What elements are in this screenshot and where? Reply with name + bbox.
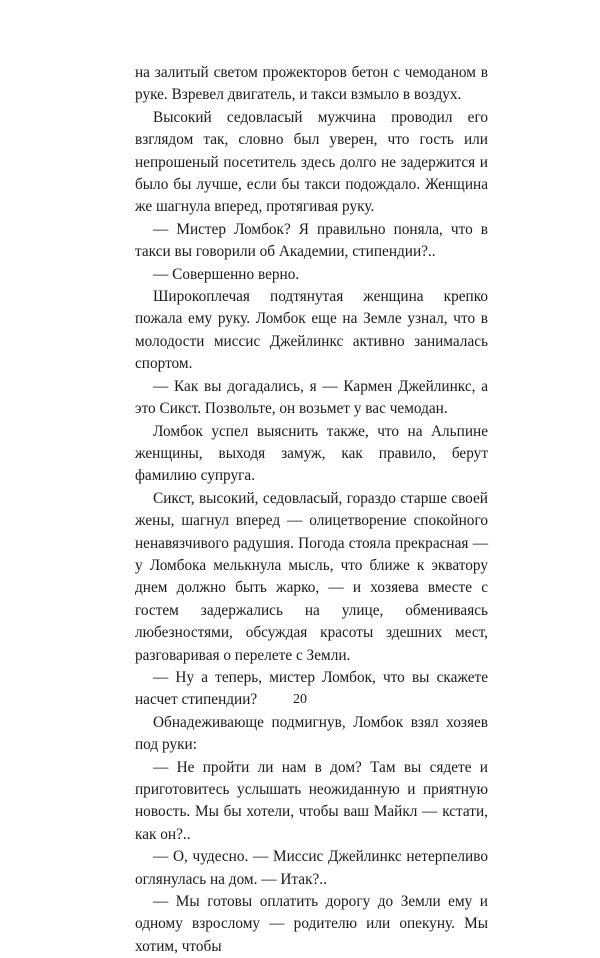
paragraph: Сикст, высокий, седовласый, гораздо старше своей жены, шагнул вперед — олицетворение спокойного ненавязчивого радушия. Погода стояла прекрасная — у Ломбока мелькнула мысль, что ближе к экватору днем должно быть жарко, — и хозяева вместе с гостем задержались на улице, обмениваясь любезностями, обсуждая красоты здешних мест, разговаривая о перелете с Земли. <box>135 489 488 664</box>
paragraph: — О, чудесно. — Миссис Джейлинкс нетерпеливо оглянулась на дом. — Итак?.. <box>135 848 488 888</box>
paragraph: — Мы готовы оплатить дорогу до Земли ему и одному взрослому — родителю или опекуну. Мы хотим, чтобы <box>135 893 488 955</box>
paragraph: — Совершенно верно. <box>153 265 300 283</box>
page-number: 20 <box>293 692 307 707</box>
paragraph: на залитый светом прожекторов бетон с чемоданом в руке. Взревел двигатель, и такси взмыло в воздух. <box>135 64 488 104</box>
paragraph: — Не пройти ли нам в дом? Там вы сядете и приготовитесь услышать неожиданную и приятную новость. Мы бы хотели, чтобы ваш Майкл — кстати, как он?.. <box>135 758 488 843</box>
paragraph: — Ну а теперь, мистер Ломбок, что вы скажете насчет стипендии? <box>135 668 488 709</box>
paragraph: Широкоплечая подтянутая женщина крепко пожала ему руку. Ломбок еще на Земле узнал, что в молодости миссис Джейлинкс активно занималась спортом. <box>135 288 488 373</box>
paragraph: — Как вы догадались, я — Кармен Джейлинкс, а это Сикст. Позвольте, он возьмет у вас чемодан. <box>135 377 488 418</box>
page-text <box>135 62 488 958</box>
paragraph: Ломбок успел выяснить также, что на Альпине женщины, выходя замуж, как правило, берут фамилию супруга. <box>135 422 488 485</box>
paragraph: Высокий седовласый мужчина проводил его взглядом так, словно был уверен, что гость или непрошеный посетитель здесь долго не задержится и было бы лучше, если бы такси подождало. Женщина же шагнула вперед, протягивая руку. <box>135 108 488 216</box>
paragraph: — Мистер Ломбок? Я правильно поняла, что в такси вы говорили об Академии, стипендии?.. <box>135 220 488 261</box>
paragraph: Обнадеживающе подмигнув, Ломбок взял хозяев под руки: <box>135 713 488 754</box>
